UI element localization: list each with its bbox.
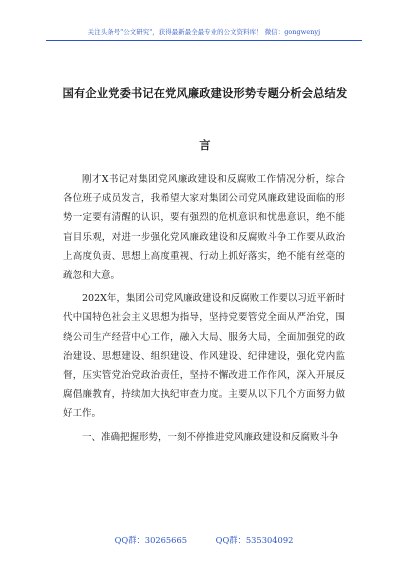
title-line-1: 国有企业党委书记在党风廉政建设形势专题分析会总结发 (62, 86, 348, 100)
body-paragraph: 202X年，集团公司党风廉政建设和反腐败工作要以习近平新时代中国特色社会主义思想为指导，坚持党要管党全面从严治党，围绕公司生产经营中心工作，融入大局、服务大局，全面加强党的政治建设、思想建设、组织建设、作风建设、纪律建设，强化党内监督，压实管党治党政治责任，坚持不懈改进工作作风，深入开展反腐倡廉教育，持续加大执纪审查力度。主要从以下几个方面努力做好工作。 (63, 293, 345, 420)
section-heading: 一、准确把握形势，一刻不停推进党风廉政建设和反腐败斗争 (82, 431, 339, 443)
header-banner: 关注头条号"公文研究"，获得最新最全最专业的公文资料库！ 微信：gongwenyj (87, 28, 321, 36)
footer-qq-group-1: QQ群：30265665 (114, 535, 188, 545)
title-line-2: 言 (199, 138, 211, 152)
body-paragraph: 刚才X书记对集团党风廉政建设和反腐败工作情况分析，综合各位班子成员发言，我希望大家对集团公司党风廉政建设面临的形势一定要有清醒的认识，要有强烈的危机意识和忧患意识，绝不能盲目乐观，对进一步强化党风廉政建设和反腐败斗争工作要从政治上高度负责、思想上高度重视、行动上抓好落实，绝不能有丝毫的疏忽和大意。 (63, 174, 345, 282)
footer-contact (0, 534, 408, 546)
document-body (63, 170, 345, 451)
document-title (60, 67, 350, 171)
footer-qq-group-2: QQ群：535304092 (215, 535, 294, 545)
header-divider (46, 40, 362, 41)
